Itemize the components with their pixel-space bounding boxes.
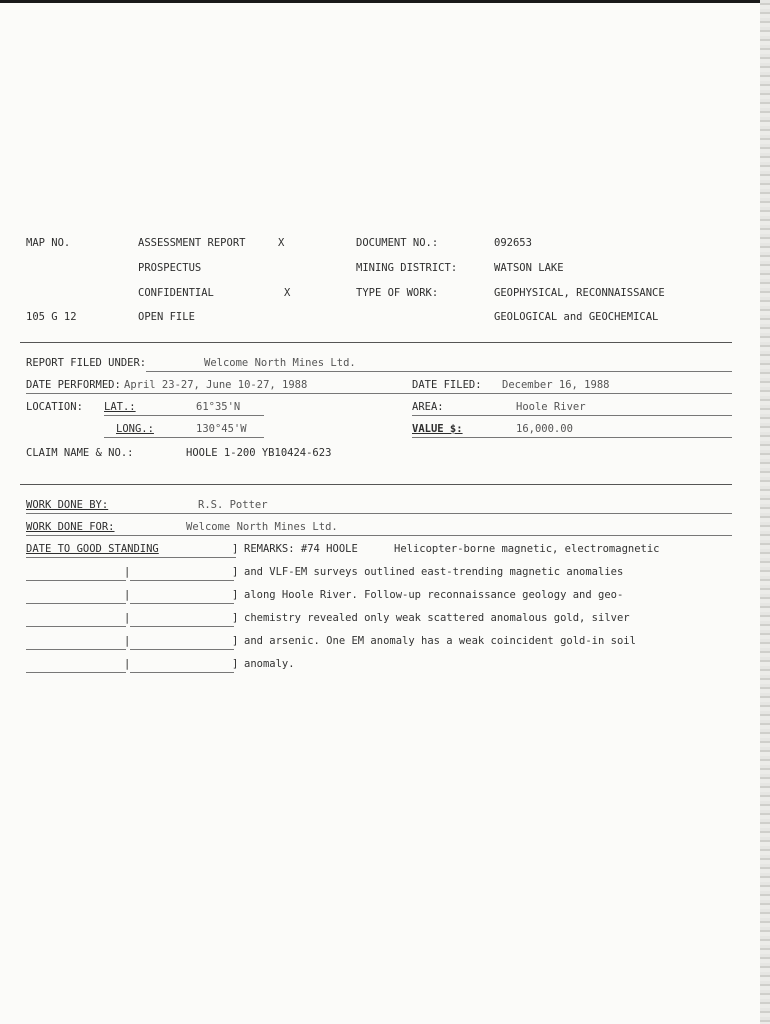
good-standing-cell-right bbox=[130, 626, 234, 627]
report-type-assessment-mark: X bbox=[278, 237, 285, 249]
document-no-value: 092653 bbox=[494, 237, 532, 249]
work-done-for-line bbox=[26, 535, 732, 536]
type-of-work-line1: GEOPHYSICAL, RECONNAISSANCE bbox=[494, 287, 665, 299]
work-done-for-label: WORK DONE FOR: bbox=[26, 521, 115, 533]
document-no-label: DOCUMENT NO.: bbox=[356, 237, 439, 249]
scan-right-edge bbox=[760, 0, 770, 1024]
remarks-line: anomaly. bbox=[244, 658, 295, 670]
cell-divider: | bbox=[124, 589, 131, 601]
claim-value: HOOLE 1-200 YB10424-623 bbox=[186, 447, 332, 459]
good-standing-cell-right bbox=[130, 649, 234, 650]
mining-district-value: WATSON LAKE bbox=[494, 262, 564, 274]
scan-top-edge bbox=[0, 0, 770, 3]
work-done-by-label: WORK DONE BY: bbox=[26, 499, 109, 511]
date-filed-value: December 16, 1988 bbox=[502, 379, 610, 391]
good-standing-cell-right bbox=[130, 603, 234, 604]
report-filed-under-line bbox=[146, 371, 732, 372]
date-performed-label: DATE PERFORMED: bbox=[26, 379, 121, 391]
divider-top bbox=[20, 342, 732, 343]
date-performed-value: April 23-27, June 10-27, 1988 bbox=[124, 379, 308, 391]
value-line bbox=[412, 437, 732, 438]
remarks-line: and arsenic. One EM anomaly has a weak coincident gold-in soil bbox=[244, 635, 636, 647]
remarks-line: along Hoole River. Follow-up reconnaissance geology and geo- bbox=[244, 589, 624, 601]
date-line bbox=[26, 393, 732, 394]
map-no-value: 105 G 12 bbox=[26, 311, 77, 323]
good-standing-cell-left bbox=[26, 580, 126, 581]
report-type-open-file: OPEN FILE bbox=[138, 311, 195, 323]
work-done-by-value: R.S. Potter bbox=[198, 499, 268, 511]
remarks-line: chemistry revealed only weak scattered anomalous gold, silver bbox=[244, 612, 630, 624]
remarks-line: and VLF-EM surveys outlined east-trending magnetic anomalies bbox=[244, 566, 624, 578]
mining-district-label: MINING DISTRICT: bbox=[356, 262, 458, 274]
map-no-label: MAP NO. bbox=[26, 237, 71, 249]
cell-bracket: ] bbox=[232, 635, 239, 647]
good-standing-label: DATE TO GOOD STANDING bbox=[26, 543, 159, 555]
area-label: AREA: bbox=[412, 401, 444, 413]
type-of-work-line2: GEOLOGICAL and GEOCHEMICAL bbox=[494, 311, 659, 323]
cell-divider: | bbox=[124, 566, 131, 578]
good-standing-cell-left bbox=[26, 672, 126, 673]
area-line bbox=[412, 415, 732, 416]
cell-bracket: ] bbox=[232, 658, 239, 670]
long-value: 130°45'W bbox=[196, 423, 247, 435]
report-type-assessment: ASSESSMENT REPORT bbox=[138, 237, 246, 249]
long-label: LONG.: bbox=[116, 423, 154, 435]
work-done-by-line bbox=[26, 513, 732, 514]
report-type-confidential-mark: X bbox=[284, 287, 291, 299]
lat-value: 61°35'N bbox=[196, 401, 241, 413]
good-standing-cell-left bbox=[26, 649, 126, 650]
report-type-confidential: CONFIDENTIAL bbox=[138, 287, 214, 299]
date-filed-label: DATE FILED: bbox=[412, 379, 482, 391]
report-type-prospectus: PROSPECTUS bbox=[138, 262, 202, 274]
good-standing-bracket-0: ] bbox=[232, 543, 239, 555]
location-label: LOCATION: bbox=[26, 401, 83, 413]
cell-bracket: ] bbox=[232, 612, 239, 624]
value-amount: 16,000.00 bbox=[516, 423, 573, 435]
area-value: Hoole River bbox=[516, 401, 586, 413]
type-of-work-label: TYPE OF WORK: bbox=[356, 287, 439, 299]
remarks-line: Helicopter-borne magnetic, electromagnetic bbox=[394, 543, 660, 555]
report-filed-under-value: Welcome North Mines Ltd. bbox=[204, 357, 356, 369]
lat-label: LAT.: bbox=[104, 401, 136, 413]
cell-bracket: ] bbox=[232, 589, 239, 601]
good-standing-line-0 bbox=[26, 557, 236, 558]
good-standing-cell-right bbox=[130, 672, 234, 673]
cell-divider: | bbox=[124, 635, 131, 647]
report-filed-under-label: REPORT FILED UNDER: bbox=[26, 357, 147, 369]
value-label: VALUE $: bbox=[412, 423, 463, 435]
lat-line bbox=[104, 415, 264, 416]
claim-label: CLAIM NAME & NO.: bbox=[26, 447, 134, 459]
cell-divider: | bbox=[124, 658, 131, 670]
remarks-label: REMARKS: #74 HOOLE bbox=[244, 543, 358, 555]
long-line bbox=[104, 437, 264, 438]
cell-bracket: ] bbox=[232, 566, 239, 578]
good-standing-cell-left bbox=[26, 626, 126, 627]
divider-middle bbox=[20, 484, 732, 485]
good-standing-cell-right bbox=[130, 580, 234, 581]
good-standing-cell-left bbox=[26, 603, 126, 604]
work-done-for-value: Welcome North Mines Ltd. bbox=[186, 521, 338, 533]
cell-divider: | bbox=[124, 612, 131, 624]
